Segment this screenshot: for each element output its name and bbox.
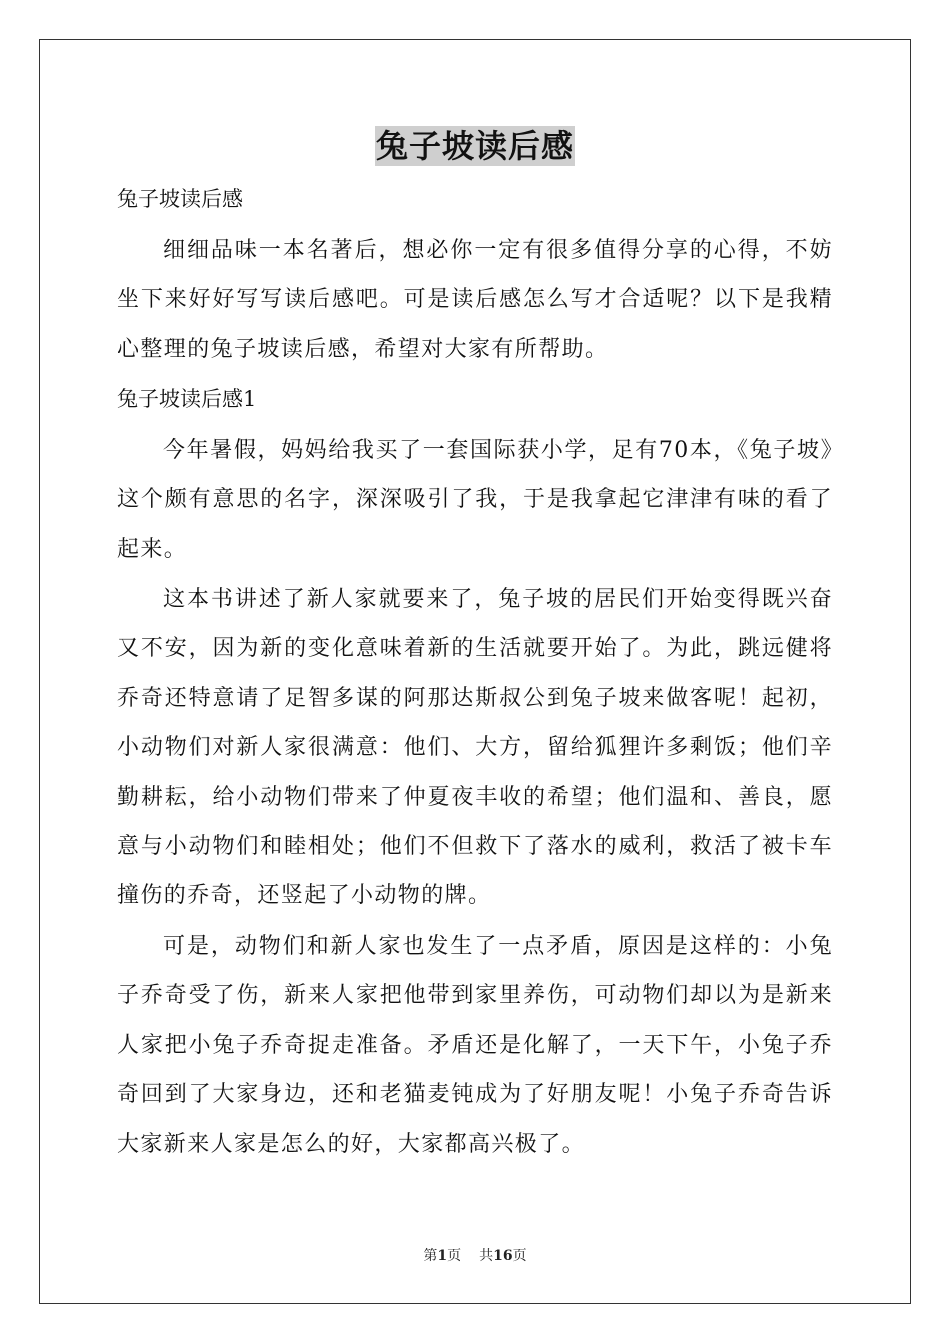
total-prefix: 共 (479, 1248, 494, 1264)
intro-paragraph: 细细品味一本名著后，想必你一定有很多值得分享的心得，不妨坐下来好好写写读后感吧。可是读后感怎么写才合适呢？以下是我精心整理的兔子坡读后感，希望对大家有所帮助。 (117, 238, 833, 362)
total-suffix: 页 (512, 1248, 527, 1264)
body-paragraph-2: 这本书讲述了新人家就要来了，兔子坡的居民们开始变得既兴奋又不安，因为新的变化意味着新的生活就要开始了。为此，跳远健将乔奇还特意请了足智多谋的阿那达斯叔公到兔子坡来做客呢！起初，小动物们对新人家很满意：他们、大方，留给狐狸许多剩饭；他们辛勤耕耘，给小动物们带来了仲夏夜丰收的希望；他们温和、善良，愿意与小动物们和睦相处；他们不但救下了落水的威利，救活了被卡车撞伤的乔奇，还竖起了小动物的牌。 (117, 587, 833, 909)
document-subtitle: 兔子坡读后感 (117, 187, 243, 211)
page-prefix: 第 (423, 1248, 438, 1264)
page-footer (0, 1247, 950, 1265)
document-title (0, 126, 950, 172)
total-pages: 16 (493, 1248, 513, 1264)
document-title-text: 兔子坡读后感 (375, 127, 574, 165)
section-heading: 兔子坡读后感1 (117, 387, 257, 411)
page-number: 1 (437, 1248, 448, 1264)
body-paragraph-3: 可是，动物们和新人家也发生了一点矛盾，原因是这样的：小兔子乔奇受了伤，新来人家把他带到家里养伤，可动物们却以为是新来人家把小兔子乔奇捉走准备。矛盾还是化解了，一天下午，小兔子乔奇回到了大家身边，还和老猫麦钝成为了好朋友呢！小兔子乔奇告诉大家新来人家是怎么的好，大家都高兴极了。 (117, 934, 833, 1157)
page-suffix: 页 (447, 1248, 462, 1264)
body-paragraph-1: 今年暑假，妈妈给我买了一套国际获小学，足有70本，《兔子坡》这个颇有意思的名字，深深吸引了我，于是我拿起它津津有味的看了起来。 (117, 438, 833, 562)
